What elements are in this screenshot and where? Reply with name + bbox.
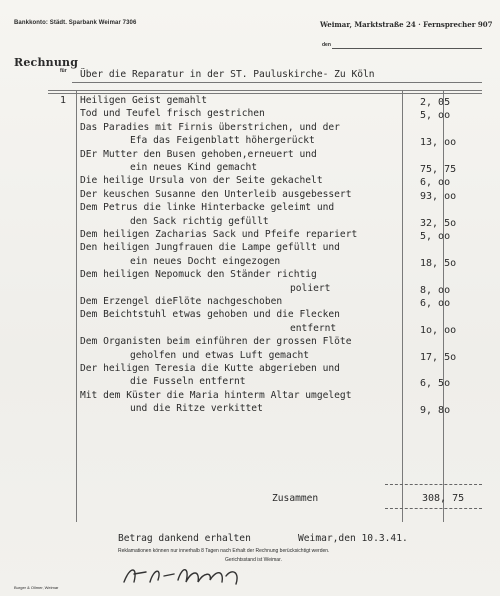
item-text-line: ein neues Kind gemacht [130, 162, 258, 173]
item-text-line: ein neues Docht eingezogen [130, 255, 281, 267]
payment-received: Betrag dankend erhalten [118, 533, 251, 544]
item-text-line: Die heilige Ursula von der Seite gekachelt [80, 175, 323, 187]
item-text-line: den Sack richtig gefüllt [130, 215, 269, 227]
column-divider-amount [402, 90, 403, 522]
item-amount: 6, 5o [420, 378, 451, 390]
bank-account: Bankkonto: Städt. Sparbank Weimar 7306 [14, 20, 137, 26]
item-text-line: Mit dem Küster die Maria hinterm Altar umgelegt [80, 389, 352, 401]
item-text-line: Dem Organisten beim einführen der grossen Flöte [80, 336, 352, 348]
item-text-line: Der keuschen Susanne den Unterleib ausgebessert [80, 188, 352, 200]
invoice-title: Rechnung [14, 56, 79, 69]
jurisdiction-notice: Gerichtsstand ist Weimar. [225, 557, 282, 563]
item-text-line: Efa das Feigenblatt höhergerückt [130, 135, 315, 147]
item-amount: 18, 5o [420, 257, 457, 269]
place-date: Weimar,den 10.3.41. [298, 533, 408, 544]
item-amount: 1o, oo [420, 324, 457, 336]
table-top-rule-2 [48, 93, 482, 94]
total-label: Zusammen [272, 493, 319, 504]
item-text-line: Dem Petrus die linke Hinterbacke geleimt und [80, 202, 335, 214]
item-text-line: Dem Erzengel dieFlöte nachgeschoben [80, 296, 283, 307]
item-text-line: Das Paradies mit Firnis überstrichen, und der [80, 121, 340, 133]
item-text-line: geholfen und etwas Luft gemacht [130, 349, 310, 361]
item-text-line: und die Ritze verkittet [130, 403, 263, 415]
item-amount: 13, oo [420, 137, 457, 149]
subject-label: für [60, 68, 67, 74]
item-text-line: Dem heiligen Zacharias Sack und Pfeife repariert [80, 229, 358, 240]
item-amount: 5, oo [420, 231, 451, 242]
item-amount: 75, 75 [420, 164, 457, 175]
item-text-line: Dem Beichtstuhl etwas gehoben und die Flecken [80, 309, 340, 321]
item-amount: 32, 5o [420, 217, 457, 229]
total-dash-top [385, 484, 482, 485]
item-amount: 9, 8o [420, 405, 451, 417]
item-text-line: entfernt [290, 322, 337, 334]
item-text-line: Tod und Teufel frisch gestrichen [80, 108, 265, 120]
subject-text: Über die Reparatur in der ST. Pauluskirche- Zu Köln [80, 69, 375, 80]
item-amount: 93, oo [420, 190, 457, 202]
complaints-notice: Reklamationen können nur innerhalb 8 Tagen nach Erhalt der Rechnung berücksichtigt werden. [118, 548, 330, 554]
item-text-line: Den heiligen Jungfrauen die Lampe gefüllt und [80, 242, 340, 254]
item-text-line: Der heiligen Teresia die Kutte abgerieben und [80, 363, 340, 374]
subject-underline [72, 82, 482, 83]
total-dash-bottom [385, 508, 482, 509]
item-amount: 2, 05 [420, 97, 451, 108]
item-text-line: die Fusseln entfernt [130, 376, 246, 388]
item-amount: 6, oo [420, 298, 451, 309]
printer-imprint: Burger & Ollmer, Weimar [14, 585, 59, 590]
signature [120, 560, 250, 590]
item-amount: 5, oo [420, 110, 451, 122]
total-amount: 308, 75 [422, 493, 465, 504]
item-amount: 17, 5o [420, 351, 457, 363]
item-text-line: Dem heiligen Nepomuck den Ständer richtig [80, 269, 317, 281]
item-text-line: DEr Mutter den Busen gehoben,erneuert und [80, 148, 317, 160]
column-divider-position [76, 90, 77, 522]
item-amount: 6, oo [420, 177, 451, 189]
item-text-line: poliert [290, 282, 331, 294]
letterhead-address: Weimar, Marktstraße 24 · Fernsprecher 907 [320, 20, 493, 29]
date-line [332, 48, 482, 49]
item-text-line: Heiligen Geist gemahlt [80, 95, 208, 106]
date-label: den [322, 42, 331, 48]
position-number: 1 [60, 95, 67, 106]
item-amount: 8, oo [420, 284, 451, 296]
table-top-rule [48, 90, 482, 91]
